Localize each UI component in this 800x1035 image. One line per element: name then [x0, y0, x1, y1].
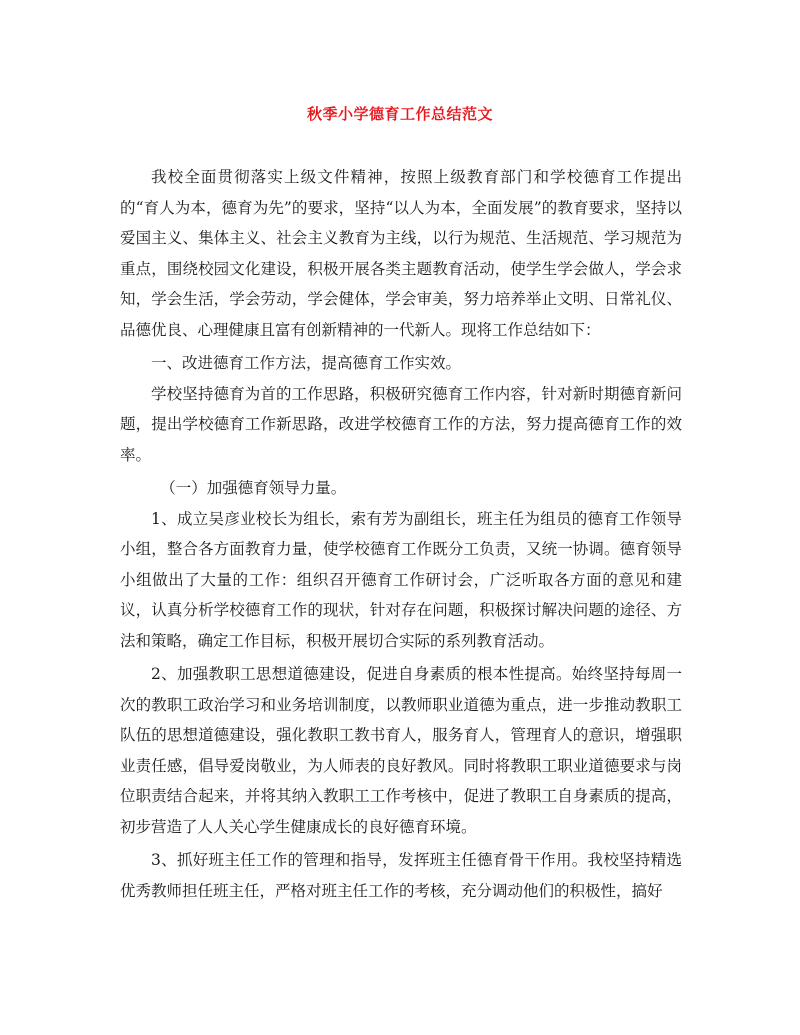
body-paragraph: 2、加强教职工思想道德建设，促进自身素质的根本性提高。始终坚持每周一次的教职工政治学习和业务培训制度，以教师职业道德为重点，进一步推动教职工队伍的思想道德建设，强化教职工教书育人，服务育人，管理育人的意识，增强职业责任感，倡导爱岗敬业，为人师表的良好教风。同时将教职工职业道德要求与岗位职责结合起来，并将其纳入教职工工作考核中，促进了教职工自身素质的提高，初步营造了人人关心学生健康成长的良好德育环境。 [120, 665, 682, 836]
document-title: 秋季小学德育工作总结范文 [306, 105, 493, 123]
document-body [120, 162, 682, 909]
intro-paragraph: 我校全面贯彻落实上级文件精神，按照上级教育部门和学校德育工作提出的“育人为本，德育为先”的要求，坚持“以人为本，全面发展”的教育要求，坚持以爱国主义、集体主义、社会主义教育为主线，以行为规范、生活规范、学习规范为重点，围绕校园文化建设，积极开展各类主题教育活动，使学生学会做人，学会求知，学会生活，学会劳动，学会健体，学会审美，努力培养举止文明、日常礼仪、品德优良、心理健康且富有创新精神的一代新人。现将工作总结如下： [120, 168, 682, 339]
body-paragraph: 3、抓好班主任工作的管理和指导，发挥班主任德育骨干作用。我校坚持精选优秀教师担任班主任，严格对班主任工作的考核，充分调动他们的积极性，搞好 [120, 851, 682, 900]
body-paragraph: 学校坚持德育为首的工作思路，积极研究德育工作内容，针对新时期德育新问题，提出学校德育工作新思路，改进学校德育工作的方法，努力提高德育工作的效率。 [120, 384, 682, 464]
section-heading: 一、改进德育工作方法，提高德育工作实效。 [151, 354, 462, 372]
body-paragraph: 1、成立吴彦业校长为组长，索有芳为副组长，班主任为组员的德育工作领导小组，整合各方面教育力量，使学校德育工作既分工负责，又统一协调。德育领导小组做出了大量的工作：组织召开德育工作研讨会，广泛听取各方面的意见和建议，认真分析学校德育工作的现状，针对存在问题，积极探讨解决问题的途径、方法和策略，确定工作目标，积极开展切合实际的系列教育活动。 [120, 509, 682, 650]
subsection-heading: （一）加强德育领导力量。 [160, 479, 347, 497]
